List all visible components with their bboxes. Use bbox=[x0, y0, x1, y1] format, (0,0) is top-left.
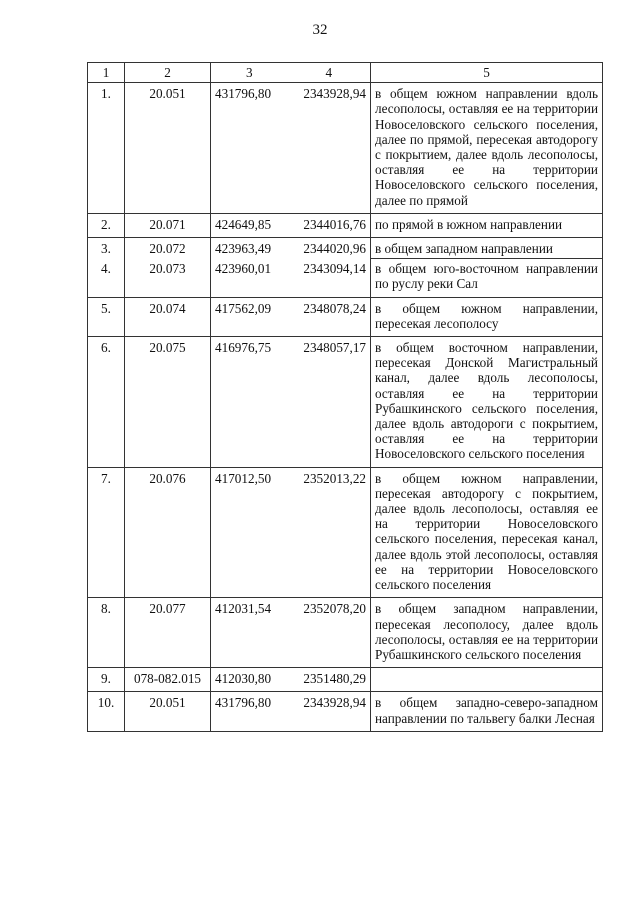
route-description: в общем южном направлении, пересекая лесополосу bbox=[371, 297, 603, 336]
coord-x: 416976,75 bbox=[211, 337, 288, 468]
point-id: 20.051 bbox=[125, 692, 211, 731]
row-number: 5. bbox=[88, 297, 125, 336]
route-description: в общем восточном направлении, пересекая Донской Магистральный канал, далее вдоль лесополосы, оставляя ее на территории Рубашкинского сельского поселения, далее вдоль автодороги с покрытием, оставляя ее на территории Новоселовского сельского поселения bbox=[371, 337, 603, 468]
point-id: 20.071 bbox=[125, 213, 211, 237]
route-description: в общем юго-восточном направлении по руслу реки Сал bbox=[371, 259, 603, 297]
coord-x: 431796,80 bbox=[211, 692, 288, 731]
coord-x: 412031,54 bbox=[211, 598, 288, 668]
route-description: в общем южном направлении вдоль лесополосы, оставляя ее на территории Новоселовского сельского поселения, далее по прямой, пересекая автодорогу с покрытием, далее вдоль лесополосы, оставляя ее на территории Новоселовского сельского поселения, далее по прямой bbox=[371, 83, 603, 214]
route-description: в общем южном направлении, пересекая автодорогу с покрытием, далее вдоль лесополосы, оставляя ее на территории Новоселовского сельского поселения, пересекая канал, далее вдоль этой лесополосы, оставляя ее на территории Новоселовского сельского поселения bbox=[371, 467, 603, 598]
coord-x: 417012,50 bbox=[211, 467, 288, 598]
row-number: 1. bbox=[88, 83, 125, 214]
coord-y: 2352013,22 bbox=[288, 467, 371, 598]
point-id: 20.075 bbox=[125, 337, 211, 468]
row-number: 10. bbox=[88, 692, 125, 731]
header-cell-4: 4 bbox=[288, 63, 371, 83]
row-number: 9. bbox=[88, 668, 125, 692]
row-number: 4. bbox=[88, 259, 125, 297]
coord-y: 2343928,94 bbox=[288, 83, 371, 214]
coord-y: 2344016,76 bbox=[288, 213, 371, 237]
header-cell-2: 2 bbox=[125, 63, 211, 83]
table-row bbox=[88, 259, 603, 297]
table-row bbox=[88, 668, 603, 692]
route-description bbox=[371, 668, 603, 692]
route-description: в общем западно-северо-западном направлении по тальвегу балки Лесная bbox=[371, 692, 603, 731]
coord-x: 412030,80 bbox=[211, 668, 288, 692]
coord-y: 2351480,29 bbox=[288, 668, 371, 692]
table-row bbox=[88, 238, 603, 259]
point-id: 20.072 bbox=[125, 238, 211, 259]
table-row bbox=[88, 83, 603, 214]
boundary-points-table bbox=[87, 62, 603, 732]
header-cell-1: 1 bbox=[88, 63, 125, 83]
row-number: 8. bbox=[88, 598, 125, 668]
table-row bbox=[88, 337, 603, 468]
row-number: 7. bbox=[88, 467, 125, 598]
row-number: 3. bbox=[88, 238, 125, 259]
route-description: в общем западном направлении, пересекая лесополосу, далее вдоль лесополосы, оставляя ее на территории Рубашкинского сельского поселения bbox=[371, 598, 603, 668]
table-row bbox=[88, 598, 603, 668]
route-description: в общем западном направлении bbox=[371, 238, 603, 259]
header-cell-5: 5 bbox=[371, 63, 603, 83]
row-number: 2. bbox=[88, 213, 125, 237]
page-number: 32 bbox=[312, 22, 328, 38]
coord-x: 423963,49 bbox=[211, 238, 288, 259]
table-row bbox=[88, 297, 603, 336]
coord-y: 2352078,20 bbox=[288, 598, 371, 668]
coord-y: 2348057,17 bbox=[288, 337, 371, 468]
coord-y: 2343928,94 bbox=[288, 692, 371, 731]
table-header-row bbox=[88, 63, 603, 83]
table-row bbox=[88, 213, 603, 237]
point-id: 078-082.015 bbox=[125, 668, 211, 692]
table-row bbox=[88, 467, 603, 598]
point-id: 20.076 bbox=[125, 467, 211, 598]
coord-x: 423960,01 bbox=[211, 259, 288, 297]
route-description: по прямой в южном направлении bbox=[371, 213, 603, 237]
coord-x: 424649,85 bbox=[211, 213, 288, 237]
coord-y: 2344020,96 bbox=[288, 238, 371, 259]
coord-x: 417562,09 bbox=[211, 297, 288, 336]
point-id: 20.074 bbox=[125, 297, 211, 336]
table-row bbox=[88, 692, 603, 731]
coord-y: 2343094,14 bbox=[288, 259, 371, 297]
row-number: 6. bbox=[88, 337, 125, 468]
point-id: 20.073 bbox=[125, 259, 211, 297]
coord-x: 431796,80 bbox=[211, 83, 288, 214]
coord-y: 2348078,24 bbox=[288, 297, 371, 336]
point-id: 20.051 bbox=[125, 83, 211, 214]
point-id: 20.077 bbox=[125, 598, 211, 668]
header-cell-3: 3 bbox=[211, 63, 288, 83]
